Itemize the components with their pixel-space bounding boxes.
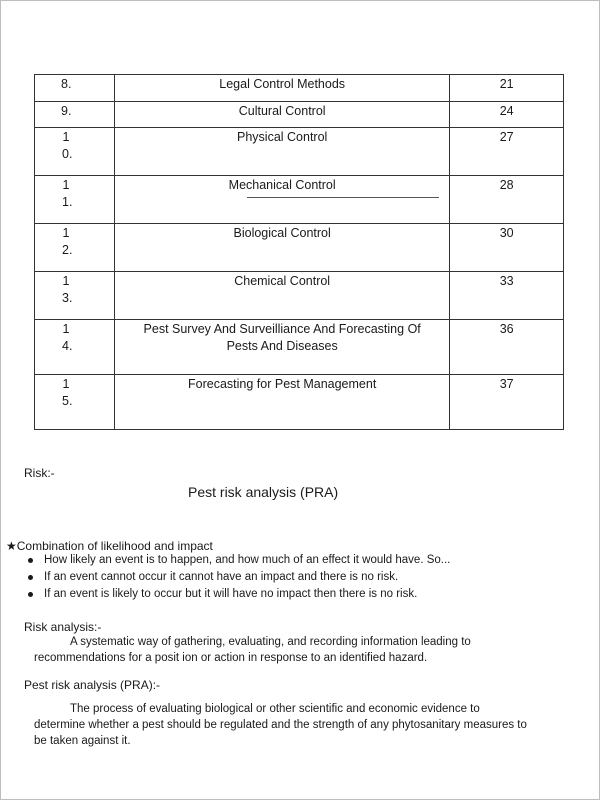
risk-analysis-body <box>34 634 534 666</box>
row-number-text: 15. <box>62 377 73 408</box>
bullet-icon <box>28 558 33 563</box>
row-page: 37 <box>450 375 564 430</box>
table-row <box>35 176 564 224</box>
row-title: Physical Control <box>115 128 450 176</box>
bullet-icon <box>28 575 33 580</box>
row-title: Forecasting for Pest Management <box>115 375 450 430</box>
divider-line <box>247 197 439 198</box>
risk-bullet-list <box>26 552 450 603</box>
row-number <box>35 320 115 375</box>
row-page: 33 <box>450 272 564 320</box>
row-title: Cultural Control <box>115 102 450 128</box>
row-number <box>35 375 115 430</box>
contents-table <box>34 74 564 430</box>
row-title: Chemical Control <box>115 272 450 320</box>
row-number <box>35 128 115 176</box>
pra-title: Pest risk analysis (PRA) <box>188 484 339 500</box>
row-page: 27 <box>450 128 564 176</box>
row-number-text: 13. <box>62 274 73 305</box>
list-item-text: If an event is likely to occur but it will have no impact then there is no risk. <box>44 588 418 600</box>
table-row <box>35 75 564 102</box>
row-number-text: 14. <box>62 322 73 353</box>
bullet-icon <box>28 592 33 597</box>
row-title: Mechanical Control <box>115 176 450 224</box>
row-title <box>115 320 450 375</box>
table-row <box>35 272 564 320</box>
list-item <box>26 569 450 586</box>
row-number-text: 10. <box>62 130 73 161</box>
table-row <box>35 102 564 128</box>
pra-section-text: The process of evaluating biological or other scientific and economic evidence to determine whether a pest should be regulated and the strength of any phytosanitary measures to be taken against it. <box>34 703 527 747</box>
risk-analysis-heading: Risk analysis:- <box>24 620 102 634</box>
risk-analysis-text: A systematic way of gathering, evaluating, and recording information leading to recommendations for a posit ion or action in response to an identified hazard. <box>34 636 471 664</box>
row-number <box>35 272 115 320</box>
pra-section-heading: Pest risk analysis (PRA):- <box>24 678 161 692</box>
row-number-text: 11. <box>62 178 73 209</box>
list-item <box>26 552 450 569</box>
row-number <box>35 224 115 272</box>
row-page: 36 <box>450 320 564 375</box>
row-number: 8. <box>35 75 115 102</box>
list-item-text: How likely an event is to happen, and how much of an effect it would have. So... <box>44 554 451 566</box>
row-title: Legal Control Methods <box>115 75 450 102</box>
risk-heading: Risk:- <box>24 466 55 480</box>
row-page: 24 <box>450 102 564 128</box>
table-row <box>35 375 564 430</box>
row-number-text: 12. <box>62 226 73 257</box>
row-page: 30 <box>450 224 564 272</box>
table-row <box>35 320 564 375</box>
table-row <box>35 224 564 272</box>
combination-line: ★Combination of likelihood and impact <box>6 539 213 553</box>
row-title: Biological Control <box>115 224 450 272</box>
list-item-text: If an event cannot occur it cannot have an impact and there is no risk. <box>44 571 399 583</box>
row-title-text: Pest Survey And Surveilliance And Forecasting Of Pests And Diseases <box>143 322 421 353</box>
row-number: 9. <box>35 102 115 128</box>
row-page: 28 <box>450 176 564 224</box>
row-page: 21 <box>450 75 564 102</box>
table-row <box>35 128 564 176</box>
row-number <box>35 176 115 224</box>
pra-section-body <box>34 701 534 749</box>
list-item <box>26 586 450 603</box>
